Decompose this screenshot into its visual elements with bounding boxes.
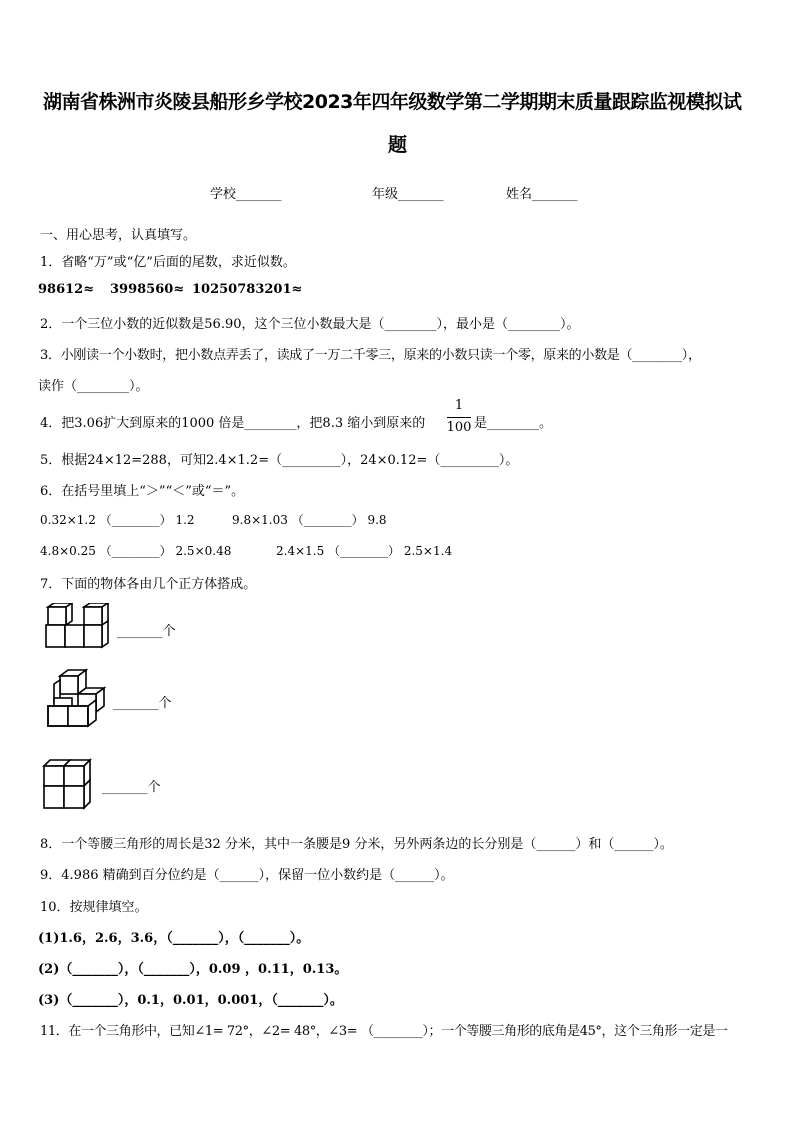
q10-part-2: (2)（_______），（_______），0.09 ，0.11，0.13。: [38, 962, 348, 977]
question-5: 5．根据24×12=288，可知2.4×1.2=（_________），24×0.12=（_________）。: [40, 453, 519, 468]
document-title-line1: 湖南省株洲市炎陵县船形乡学校2023年四年级数学第二学期期末质量跟踪监视模拟试: [43, 91, 742, 113]
q10-part-3: (3)（_______），0.1，0.01，0.001，（_______）。: [38, 993, 343, 1008]
q10-part-1: (1)1.6，2.6，3.6，（_______），（_______）。: [38, 931, 310, 946]
q1-item-2: 3998560≈: [110, 282, 185, 297]
q6-compare-2: 9.8×1.03 （________） 9.8: [232, 513, 387, 527]
question-8: 8．一个等腰三角形的周长是32 分米，其中一条腰是9 分米，另外两条边的长分别是（______）和（______）。: [40, 837, 673, 852]
document-title-line2: 题: [388, 134, 407, 156]
question-4-part2: 是________。: [474, 416, 553, 431]
cube-figure-1: [42, 603, 114, 651]
fraction-denominator: 100: [446, 420, 472, 435]
q1-item-3: 10250783201≈: [192, 282, 303, 297]
question-1: 1．省略“万”或“亿”后面的尾数，求近似数。: [40, 255, 296, 270]
q1-item-1: 98612≈: [38, 282, 95, 297]
question-3-line1: 3．小刚读一个小数时，把小数点弄丢了，读成了一万二千零三，原来的小数只读一个零，原来的小数是（________），: [40, 348, 701, 363]
question-2: 2．一个三位小数的近似数是56.90，这个三位小数最大是（________），最小是（________）。: [40, 317, 580, 332]
name-field[interactable]: 姓名_______: [506, 187, 578, 202]
fraction-bar: [447, 417, 471, 418]
question-4-part1: 4．把3.06扩大到原来的1000 倍是________，把8.3 缩小到原来的: [40, 416, 426, 431]
grade-field[interactable]: 年级_______: [372, 187, 444, 202]
question-3-line2: 读作（________）。: [38, 379, 149, 394]
cube-figure-2: [44, 668, 110, 730]
q7-answer-blank-3[interactable]: _______个: [102, 780, 161, 795]
question-10: 10．按规律填空。: [40, 900, 148, 915]
question-11: 11．在一个三角形中，已知∠1= 72°，∠2= 48°，∠3= （________）；一个等腰三角形的底角是45°，这个三角形一定是一: [40, 1024, 728, 1039]
section-heading: 一、用心思考，认真填写。: [40, 228, 197, 243]
cube-figure-3: [40, 758, 100, 812]
fraction-numerator: 1: [454, 398, 464, 413]
q6-compare-1: 0.32×1.2 （________） 1.2: [40, 513, 195, 527]
question-7: 7．下面的物体各由几个正方体搭成。: [40, 577, 257, 592]
school-field[interactable]: 学校_______: [210, 187, 282, 202]
q7-answer-blank-2[interactable]: _______个: [113, 696, 172, 711]
q6-compare-3: 4.8×0.25 （________） 2.5×0.48: [40, 544, 232, 558]
question-6: 6．在括号里填上“＞”“＜”或“＝”。: [40, 484, 245, 499]
question-9: 9．4.986 精确到百分位约是（______），保留一位小数约是（______）。: [40, 868, 454, 883]
q7-answer-blank-1[interactable]: _______个: [117, 624, 176, 639]
q6-compare-4: 2.4×1.5 （________） 2.5×1.4: [276, 544, 453, 558]
